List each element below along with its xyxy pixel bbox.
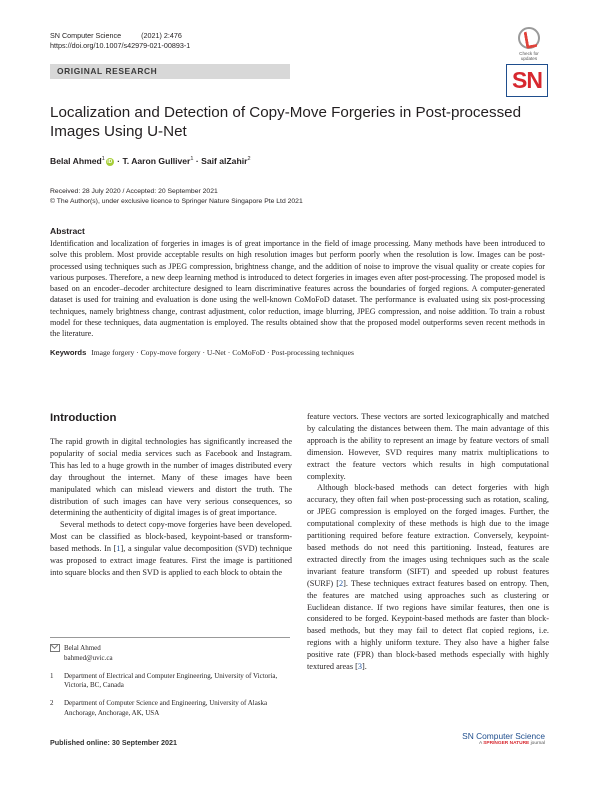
sn-logo-text: SN	[512, 67, 542, 93]
journal-info	[50, 31, 190, 51]
article-title: Localization and Detection of Copy-Move Forgeries in Post-processed Images Using U-Net	[50, 104, 522, 140]
affiliation-text: Department of Electrical and Computer Engineering, University of Victoria, Victoria, BC, Canada	[64, 671, 278, 690]
author-name: Saif alZahir	[201, 156, 248, 166]
citation-link[interactable]: 2	[339, 578, 344, 588]
corresponding-name: Belal Ahmed	[64, 644, 101, 652]
footer-journal	[440, 731, 545, 746]
orcid-icon[interactable]: iD	[107, 158, 113, 165]
crossmark-badge[interactable]	[512, 27, 546, 61]
journal-volume: (2021) 2:476	[141, 31, 182, 40]
section-label: ORIGINAL RESEARCH	[57, 66, 158, 76]
affiliation-number: 1	[50, 671, 54, 680]
affiliation-1	[50, 672, 290, 692]
crossmark-icon	[518, 27, 540, 49]
left-column	[50, 436, 292, 579]
crossmark-label: Check for updates	[519, 51, 539, 61]
abstract-text: Identification and localization of forgeries in images is of great importance in the field of image processing. Many methods have been introduced to solve this problem. Most provide acceptable results on high resolution images but perform poorly when the resolution is low. Images can be post-processed using techniques such as JPEG compression, brightness change, and the addition of noise to improve the visual quality or create copies for various purposes. Therefore, a new deep learning method is introduced to detect forgeries in images even after post-processing. The proposed model is based on an encoder–decoder architecture designed to learn discriminative features across the boundaries of forged regions. A computer-generated dataset is used for training and evaluation is done using the well-known CoMoFoD dataset. The performance is evaluated using six post-processing techniques, namely brightness change, contrast adjustment, color reduction, image blurring, JPEG compression, and noise addition. To train a robust model for these techniques, data augmentation is employed. The results obtained show that the proposed model outperforms seven recent methods in the literature.	[50, 239, 545, 339]
doi-link[interactable]: https://doi.org/10.1007/s42979-021-00893-1	[50, 41, 191, 50]
corresponding-email[interactable]: bahmed@uvic.ca	[64, 653, 113, 662]
citation-link[interactable]: 1	[116, 544, 121, 554]
keywords-list: Image forgery · Copy-move forgery · U-Net · CoMoFoD · Post-processing techniques	[91, 348, 354, 357]
author-name: T. Aaron Gulliver	[122, 156, 191, 166]
citation-link[interactable]: 3	[357, 662, 362, 672]
author-affiliation: 2	[247, 156, 251, 163]
author-list: Belal Ahmed$^1$ iD · T. Aaron Gulliver$^1$ · Saif alZahir$^2$	[50, 156, 251, 166]
mail-icon	[50, 644, 60, 652]
affiliation-number: 2	[50, 699, 54, 708]
right-column	[307, 411, 549, 673]
corresponding-author	[50, 644, 290, 664]
author-affiliation: 1	[190, 156, 194, 163]
paragraph: Several methods to detect copy-move forgeries have been developed. Most can be classified as block-based, keypoint-based or transform-based methods. In [1], a singular value decomposition (SVD) technique was proposed to extract image features. First the image is partitioned into square blocks and then SVD is applied to each block to obtain the	[50, 520, 292, 577]
journal-name: SN Computer Science	[50, 31, 122, 40]
affiliation-text: Department of Computer Science and Engineering, University of Alaska Anchorage, Anchorage, AK, USA	[64, 699, 268, 717]
received-accepted: Received: 28 July 2020 / Accepted: 20 September 2021	[50, 188, 218, 195]
paragraph: Although block-based methods can detect forgeries with high accuracy, they often fail when post-processing such as rotation, scaling, or JPEG compression is employed on the forged images. Further, the computational complexity of these methods is high due to the image partitioning required before feature extraction. Conversely, keypoint-based methods do not need this partitioning. Instead, features are extracted directly from the images using techniques such as the scale invariant feature transform (SIFT) and speeded up robust features (SURF) [2]. These techniques extract features based on entropy. Then, the features are matched using approaches such as clustering or Euclidean distance. If two regions have similar features, then one is considered to be forged. Keypoint-based methods are faster than block-based methods, but they may fail to detect flat copied regions, i.e. regions with a highly uniform texture. They also have a higher false positive rate (FPR) than block-based methods especially with highly textured areas [3].	[307, 483, 549, 672]
footnote-divider	[50, 637, 290, 638]
paragraph: The rapid growth in digital technologies has significantly increased the popularity of social media services such as Facebook and Instagram. This has led to a huge growth in the number of images distributed every day throughout the internet. Many of these images have been manipulated which can mislead viewers and distort the truth. The distribution of such images can have very serious consequences, so determining the authenticity of digital images is of great importance.	[50, 437, 292, 518]
published-online: Published online: 30 September 2021	[50, 738, 178, 747]
sn-logo	[506, 64, 548, 97]
copyright-line: © The Author(s), under exclusive licence to Springer Nature Singapore Pte Ltd 2021	[50, 198, 303, 205]
keywords-label: Keywords	[50, 348, 87, 357]
footer-journal-name: SN Computer Science	[462, 731, 545, 741]
affiliation-2	[50, 699, 290, 719]
keywords	[50, 348, 354, 357]
abstract-heading: Abstract	[50, 226, 85, 236]
introduction-heading: Introduction	[50, 412, 117, 424]
footer-publisher: A SPRINGER NATURE journal	[478, 741, 545, 746]
author-affiliation: 1	[101, 156, 105, 163]
article-dates	[50, 187, 303, 207]
author-name: Belal Ahmed	[50, 156, 102, 166]
footnotes	[50, 644, 290, 727]
paragraph: feature vectors. These vectors are sorted lexicographically and matched by calculating the distances between them. The main advantage of this approach is the ability to represent an image by feature vectors of small dimension. However, SVD requires many matrix multiplications to extract the feature vectors which results in high computational complexity.	[307, 412, 549, 481]
